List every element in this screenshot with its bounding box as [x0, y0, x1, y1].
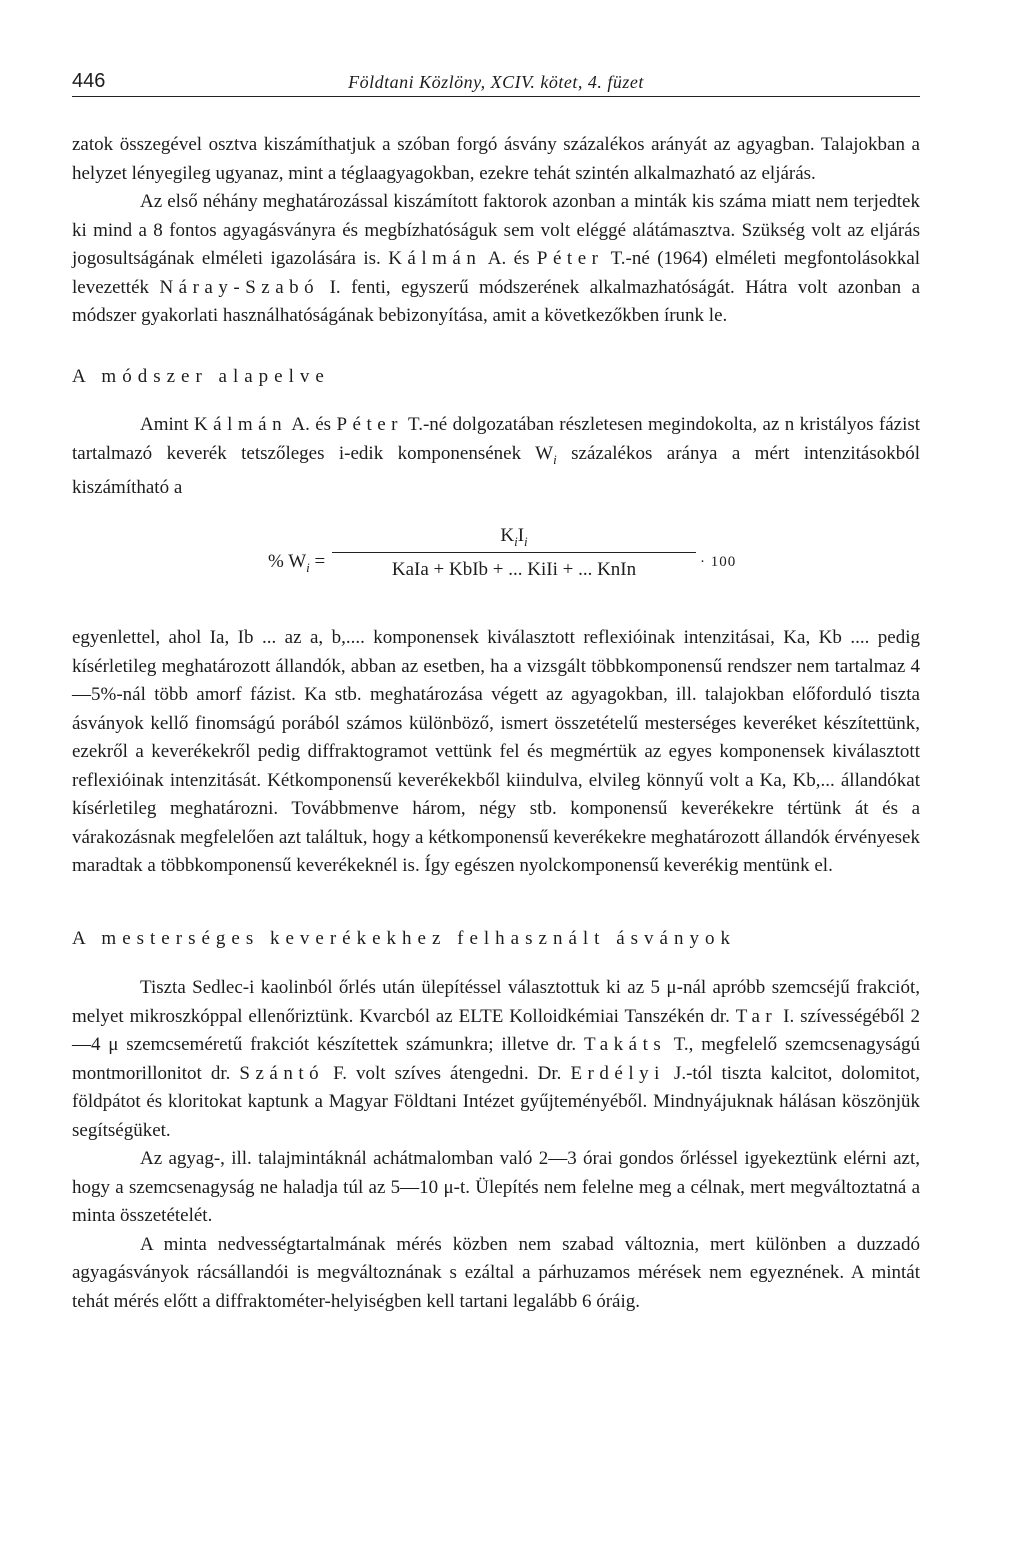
author-name-takats: Takáts [583, 1034, 667, 1056]
article-body [72, 131, 920, 1316]
paragraph-2-text-a: Az első néhány meghatározással kiszámított faktorok azonban a minták kis száma miatt nem terjedtek ki mind a 8 fontos agyagásványra és megbízhatóságuk sem volt eléggé alátámasztva. Szükség volt az eljárás jogosultságának elméleti igazolására is. [72, 191, 920, 269]
section-heading-method: A módszer alapelve [72, 365, 330, 387]
author-name-tar: Tar [735, 1005, 778, 1027]
author-name-erdelyi: Erdélyi [570, 1062, 665, 1084]
section-heading-minerals: A mesterséges keverékekhez felhasznált ásványok [72, 927, 736, 949]
paragraph-6: Az agyag-, ill. talajmintáknál achátmalomban való 2—3 órai gondos őrléssel igyekeztünk elérni azt, hogy a szemcsenagyság ne haladja túl az 5—10 μ-t. Ülepítés nem felelne meg a célnak, mert megváltoztatná a minta összetételét. [72, 1148, 920, 1227]
paragraph-4: egyenlettel, ahol Ia, Ib ... az a, b,.... komponensek kiválasztott reflexióinak intenzitásai, Ka, Kb .... pedig kísérletileg meghatározott állandók, abban az esetben, ha a vizsgált többkomponensű rendszer nem tartalmaz 4—5%-nál több amorf fázist. Ka stb. meghatározása végett az agyagokban, ill. talajokban előforduló tiszta ásványok kellő finomságú porából számos különböző, ismert összetételű mesterséges keveréket készítettünk, ezekről a keverékekről pedig diffraktogramot vettünk fel és megmértük az egyes komponensek kiválasztott reflexióinak intenzitását. Kétkomponensű keverékekből kiindulva, elvileg könnyű volt a Ka, Kb,... állandókat kísérletileg meghatározni. Továbbmenve három, négy stb. komponensű keverékekre tértünk át és a várakozásnak megfelelően azt találtuk, hogy a kétkomponensű keverékekre meghatározott állandók érvényesek maradtak a többkomponensű keverékeknél is. Így egészen nyolckomponensű keverékig mentünk el. [72, 627, 920, 877]
equation-lhs-symbol: % W [268, 551, 307, 573]
paragraph-5-text-b: I. szívességéből 2—4 μ szemcseméretű frakciót készítettek számunkra; illetve dr. [72, 1005, 920, 1056]
paragraph-2 [72, 188, 920, 331]
paragraph-2-text-d: I. fenti, egyszerű módszerének alkalmazhatóságát. Hátra volt azonban a módszer gyakorlati használhatóságának bebizonyítása, amit a következőkben írunk le. [72, 276, 921, 326]
author-name-peter: Péter [536, 248, 604, 269]
paragraph-3-text-a: Amint [140, 414, 189, 435]
paragraph-2-text-c: T.-né (1964) elméleti megfontolásokkal levezették [72, 248, 921, 298]
paragraph-7: A minta nedvességtartalmának mérés közben nem szabad változnia, mert különben a duzzadó agyagásványok rácsállandói is megváltoznának s ezáltal a párhuzamos mérések nem egyeznének. A mintát tehát mérés előtt a diffraktométer-helyiségben kell tartani legalább 6 óráig. [72, 1233, 920, 1312]
author-name-kalman: Kálmán [193, 414, 288, 435]
author-name-kalman: Kálmán [388, 248, 482, 269]
paragraph-5-text-e: J.-tól tiszta kalcitot, dolomitot, földpátot és kloritokat kaptunk a Magyar Földtani Intézet gyűjteményéből. Mindnyájuknak hálásan köszönjük segítségüket. [72, 1062, 920, 1141]
equation-lhs [268, 548, 325, 582]
equation-denominator: KaIa + KbIb + ... KiIi + ... KnIn [391, 559, 637, 581]
paragraph-5-text-a: Tiszta Sedlec-i kaolinból őrlés után ülepítéssel választottuk ki az 5 μ-nál apróbb szemcséjű frakciót, melyet mikroszkóppal ellenőriztünk. Kvarcból az ELTE Kolloidkémiai Tanszékén dr. [72, 977, 920, 1027]
paragraph-5-text-c: T., megfelelő szemcsenagyságú montmorillonitot dr. [72, 1034, 921, 1084]
equation-equals: = [309, 551, 326, 573]
equation [72, 516, 920, 608]
numerator-k-subscript: i [514, 534, 518, 550]
paragraph-3 [72, 411, 920, 502]
page [72, 66, 920, 1316]
numerator-i-subscript: i [524, 534, 528, 550]
fraction-bar [332, 552, 696, 553]
paragraph-1: zatok összegével osztva kiszámíthatjuk a szóban forgó ásvány százalékos arányát az agyagban. Talajokban a helyzet lényegileg ugyanaz, mint a téglaagyagokban, ezekre tehát szintén alkalmazható az eljárás. [72, 134, 920, 184]
page-number: 446 [72, 70, 106, 92]
paragraph-5-text-d: F. volt szíves átengedni. Dr. [333, 1062, 562, 1084]
numerator-k: K [500, 525, 515, 547]
equation-lhs-subscript: i [306, 560, 310, 576]
numerator-i: I [517, 525, 525, 547]
author-name-szanto: Szántó [239, 1062, 325, 1084]
running-header [72, 66, 920, 97]
paragraph-3-text-d: százalékos aránya a mért intenzitásokból kiszámítható a [72, 442, 920, 498]
journal-title: Földtani Közlöny, XCIV. kötet, 4. füzet [348, 72, 644, 92]
paragraph-3-text-c: T.-né dolgozatában részletesen megindokolta, az n kristályos fázist tartalmazó keverék tetszőleges i-edik komponensének W [72, 414, 921, 464]
paragraph-3-text-b: A. és [291, 414, 332, 435]
author-name-peter: Péter [336, 414, 403, 435]
equation-factor: · 100 [700, 554, 737, 571]
paragraph-5 [72, 974, 920, 1145]
subscript-i: i [553, 451, 557, 467]
paragraph-2-text-b: A. és [487, 248, 530, 269]
author-name-naray-szabo: Náray-Szabó [159, 276, 320, 298]
